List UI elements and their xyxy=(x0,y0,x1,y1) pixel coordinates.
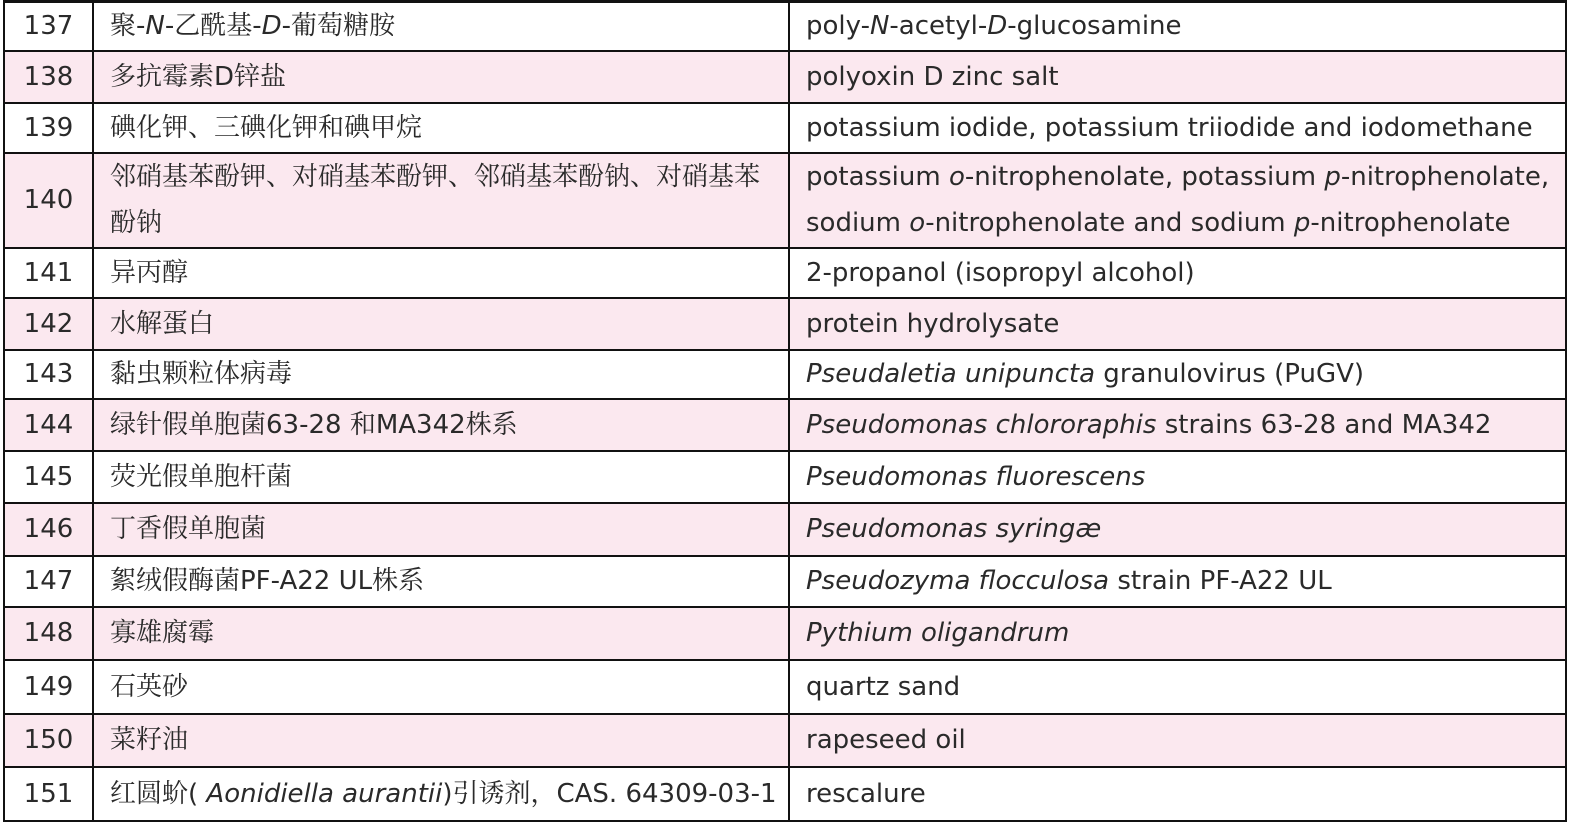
term-text: 丁香假单胞菌 xyxy=(110,514,267,544)
term-text: potassium iodide, potassium triiodide and iodomethane xyxy=(806,112,1533,143)
row-number: 142 xyxy=(4,298,93,350)
term-text: -nitrophenolate and sodium xyxy=(925,208,1294,238)
chinese-name-cell xyxy=(93,350,789,399)
term-text: 多抗霉素D锌盐 xyxy=(110,61,287,92)
row-number: 140 xyxy=(4,153,93,248)
chinese-name-cell xyxy=(93,556,789,607)
chinese-name-cell xyxy=(93,248,789,298)
row-number: 145 xyxy=(4,451,93,503)
english-name-cell xyxy=(789,503,1566,556)
row-number: 147 xyxy=(4,556,93,607)
english-name-cell xyxy=(789,248,1566,298)
term-text: potassium xyxy=(806,162,949,192)
table-row xyxy=(4,51,1566,103)
italic-term-text: D xyxy=(261,11,282,42)
term-text: granulovirus (PuGV) xyxy=(1095,359,1365,389)
row-number: 139 xyxy=(4,103,93,153)
italic-term-text: Pseudomonas fluorescens xyxy=(806,461,1146,492)
term-text: 红圆蚧( xyxy=(110,778,207,809)
table-row xyxy=(4,298,1566,350)
english-name-cell xyxy=(789,714,1566,767)
term-text: -glucosamine xyxy=(1007,11,1182,42)
english-name-cell xyxy=(789,451,1566,503)
term-text: -乙酰基- xyxy=(164,11,262,42)
italic-term-text: Pseudozyma flocculosa xyxy=(806,566,1110,596)
table-row xyxy=(4,556,1566,607)
term-text: 黏虫颗粒体病毒 xyxy=(110,359,293,389)
row-number: 143 xyxy=(4,350,93,399)
chinese-name-cell xyxy=(93,607,789,660)
row-number: 148 xyxy=(4,607,93,660)
table-row xyxy=(4,660,1566,714)
term-text: 絮绒假酶菌PF-A22 UL株系 xyxy=(110,566,425,596)
english-name-cell xyxy=(789,607,1566,660)
row-number: 137 xyxy=(4,2,93,51)
italic-term-text: Pythium oligandrum xyxy=(806,618,1070,648)
italic-term-text: D xyxy=(987,11,1008,42)
chinese-name-cell xyxy=(93,153,789,248)
chinese-name-cell xyxy=(93,660,789,714)
term-text: 荧光假单胞杆菌 xyxy=(110,461,293,492)
table-row xyxy=(4,399,1566,451)
table-row xyxy=(4,153,1566,248)
row-number: 149 xyxy=(4,660,93,714)
table-row xyxy=(4,714,1566,767)
term-text: 绿针假单胞菌63-28 和MA342株系 xyxy=(110,409,518,440)
italic-term-text: o xyxy=(909,208,926,238)
term-text: 菜籽油 xyxy=(110,725,189,755)
term-text: -nitrophenolate, potassium xyxy=(964,162,1325,192)
italic-term-text: Pseudomonas chlororaphis xyxy=(806,409,1157,440)
english-name-cell xyxy=(789,153,1566,248)
table-row xyxy=(4,103,1566,153)
term-text: strain PF-A22 UL xyxy=(1109,566,1332,596)
term-text: polyoxin D zinc salt xyxy=(806,61,1059,92)
italic-term-text: N xyxy=(145,11,165,42)
english-name-cell xyxy=(789,660,1566,714)
english-name-cell xyxy=(789,350,1566,399)
chinese-name-cell xyxy=(93,767,789,821)
italic-term-text: o xyxy=(948,162,965,192)
term-text: poly- xyxy=(806,11,870,42)
table-row xyxy=(4,607,1566,660)
english-name-cell xyxy=(789,2,1566,51)
chinese-name-cell xyxy=(93,714,789,767)
term-text: 邻硝基苯酚钾、对硝基苯酚钾、邻硝基苯酚钠、对硝基苯酚钠 xyxy=(110,162,761,238)
term-text: rescalure xyxy=(806,778,926,809)
chinese-name-cell xyxy=(93,399,789,451)
table-row xyxy=(4,248,1566,298)
row-number: 150 xyxy=(4,714,93,767)
english-name-cell xyxy=(789,103,1566,153)
italic-term-text: p xyxy=(1293,208,1311,238)
english-name-cell xyxy=(789,298,1566,350)
chinese-name-cell xyxy=(93,51,789,103)
table-body xyxy=(4,2,1566,821)
term-text: 异丙醇 xyxy=(110,257,189,288)
chinese-name-cell xyxy=(93,503,789,556)
terminology-table xyxy=(3,0,1567,822)
italic-term-text: Pseudaletia unipuncta xyxy=(806,359,1096,389)
english-name-cell xyxy=(789,51,1566,103)
term-text: -nitrophenolate xyxy=(1310,208,1511,238)
term-text: -葡萄糖胺 xyxy=(281,11,396,42)
table-row xyxy=(4,503,1566,556)
term-text: 水解蛋白 xyxy=(110,308,215,339)
table-row xyxy=(4,350,1566,399)
chinese-name-cell xyxy=(93,298,789,350)
english-name-cell xyxy=(789,767,1566,821)
english-name-cell xyxy=(789,556,1566,607)
term-text: 寡雄腐霉 xyxy=(110,618,215,648)
row-number: 144 xyxy=(4,399,93,451)
italic-term-text: Aonidiella aurantii xyxy=(206,778,443,809)
italic-term-text: N xyxy=(869,11,890,42)
term-text: quartz sand xyxy=(806,671,961,702)
term-text: )引诱剂，CAS. 64309-03-1 xyxy=(442,778,777,809)
table-row xyxy=(4,767,1566,821)
term-text: rapeseed oil xyxy=(806,725,966,755)
term-text: 聚- xyxy=(110,11,146,42)
term-text: 2-propanol (isopropyl alcohol) xyxy=(806,257,1195,288)
term-text: protein hydrolysate xyxy=(806,308,1060,339)
row-number: 141 xyxy=(4,248,93,298)
table-row xyxy=(4,2,1566,51)
row-number: 138 xyxy=(4,51,93,103)
english-name-cell xyxy=(789,399,1566,451)
italic-term-text: Pseudomonas syringæ xyxy=(806,514,1102,544)
table-row xyxy=(4,451,1566,503)
italic-term-text: p xyxy=(1324,162,1341,192)
term-text: strains 63-28 and MA342 xyxy=(1156,409,1492,440)
term-text: 石英砂 xyxy=(110,671,189,702)
term-text: -acetyl- xyxy=(889,11,988,42)
chinese-name-cell xyxy=(93,103,789,153)
chinese-name-cell xyxy=(93,451,789,503)
row-number: 146 xyxy=(4,503,93,556)
row-number: 151 xyxy=(4,767,93,821)
term-text: 碘化钾、三碘化钾和碘甲烷 xyxy=(110,112,423,143)
term-text: -nitrophenolate, sodium xyxy=(806,162,1550,238)
chinese-name-cell xyxy=(93,2,789,51)
